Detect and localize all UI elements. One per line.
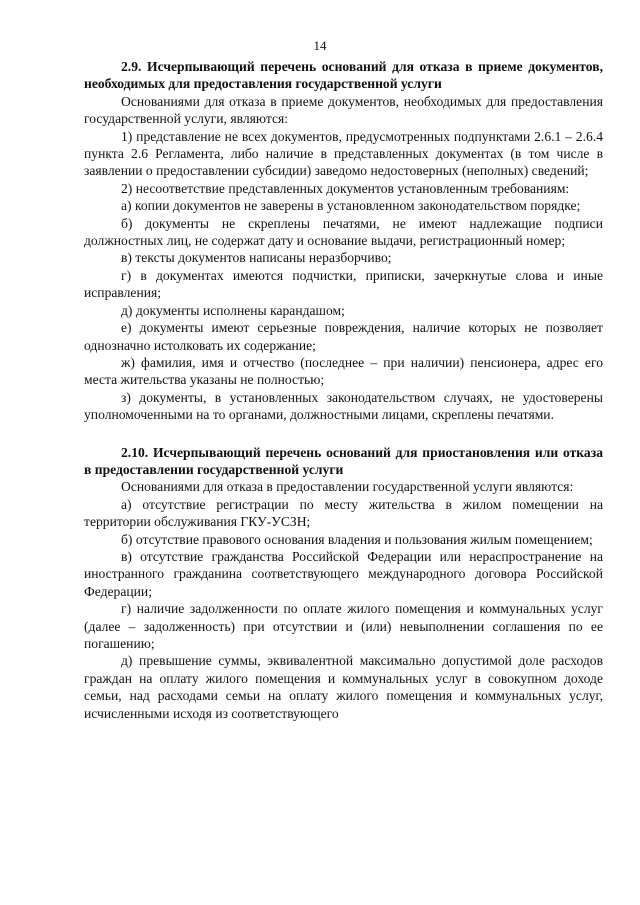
list-item: ж) фамилия, имя и отчество (последнее – при наличии) пенсионера, адрес его места жительства указаны не полностью; [84,354,603,388]
list-item: д) превышение суммы, эквивалентной максимально допустимой доле расходов граждан на оплату жилого помещения и коммунальных услуг в совокупном доходе семьи, над расходами семьи на оплату жилого помещения и коммунальных услуг, исчисленными исходя из соответствующего [84,653,603,721]
page-content [84,58,603,722]
list-item: а) отсутствие регистрации по месту жительства в жилом помещении на территории обслуживания ГКУ-УСЗН; [84,496,603,530]
page-number: 14 [313,38,327,53]
list-item: з) документы, в установленных законодательством случаях, не удостоверены уполномоченными на то органами, должностными лицами, скреплены печатями. [84,389,603,423]
list-item: б) документы не скреплены печатями, не имеют надлежащие подписи должностных лиц, не содержат дату и основание выдачи, регистрационный номер; [84,215,603,249]
list-item: а) копии документов не заверены в установленном законодательством порядке; [121,198,581,214]
section-heading: 2.10. Исчерпывающий перечень оснований для приостановления или отказа в предоставлении государственной услуги [84,444,603,477]
list-item: е) документы имеют серьезные повреждения, наличие которых не позволяет однозначно истолковать их содержание; [84,320,603,353]
paragraph: Основаниями для отказа в предоставлении государственной услуги являются: [121,479,574,495]
list-item: б) отсутствие правового основания владения и пользования жилым помещением; [121,531,593,547]
list-item: д) документы исполнены карандашом; [121,302,345,318]
list-item: 1) представление не всех документов, предусмотренных подпунктами 2.6.1 – 2.6.4 пункта 2.6 Регламента, либо наличие в представленных документах (в том числе в заявлении о предоставлении субсидии) заведомо недостоверных (неполных) сведений; [84,128,603,179]
list-item: г) в документах имеются подчистки, приписки, зачеркнутые слова и иные исправления; [84,267,603,301]
section-spacer [84,424,603,444]
section-2-10 [84,444,603,723]
list-item: г) наличие задолженности по оплате жилого помещения и коммунальных услуг (далее – задолженность) при отсутствии и (или) невыполнении соглашения по ее погашению; [84,601,603,651]
list-item: в) отсутствие гражданства Российской Федерации или нераспространение на иностранного гражданина соответствующего международного договора Российской Федерации; [84,548,603,599]
list-item: в) тексты документов написаны неразборчиво; [121,250,392,266]
list-item: 2) несоответствие представленных документов установленным требованиям: [121,180,570,196]
paragraph: Основаниями для отказа в приеме документов, необходимых для предоставления государственной услуги, являются: [84,93,603,127]
section-2-9 [84,58,603,424]
section-heading: 2.9. Исчерпывающий перечень оснований для отказа в приеме документов, необходимых для предоставления государственной услуги [84,59,603,92]
